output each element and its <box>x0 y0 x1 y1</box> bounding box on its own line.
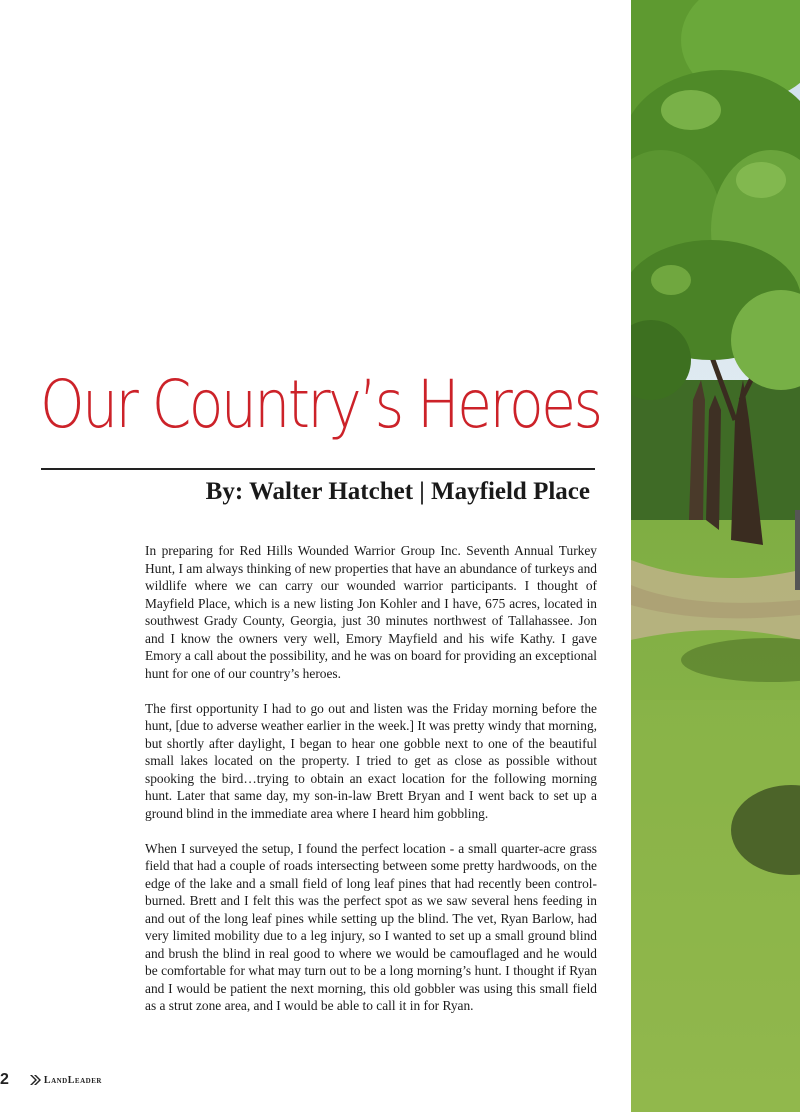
title-divider <box>41 468 595 470</box>
logo-text: LandLeader <box>43 1074 102 1086</box>
page-footer <box>0 1070 102 1090</box>
page-number: 2 <box>0 1071 9 1088</box>
article-paragraph: In preparing for Red Hills Wounded Warrior Group Inc. Seventh Annual Turkey Hunt, I am always thinking of new properties that have an abundance of turkeys and wildlife where we can carry our wounded warrior participants. I thought of Mayfield Place, which is a new listing Jon Kohler and I have, 675 acres, located in southwest Grady County, Georgia, just 30 minutes northwest of Tallahassee. Jon and I know the owners very well, Emory Mayfield and his wife Kathy. I gave Emory a call about the possibility, and he was on board for providing an exceptional hunt for one of our country’s heroes. <box>145 543 597 681</box>
article-byline: By: Walter Hatchet | Mayfield Place <box>205 478 590 505</box>
landleader-logo <box>29 1074 102 1086</box>
field-and-trees-image <box>631 0 800 1112</box>
article-paragraph: When I surveyed the setup, I found the perfect location - a small quarter-acre grass field that had a couple of roads intersecting between some pretty hardwoods, on the edge of the lake and a small field of long leaf pines that had recently been control-burned. Brett and I felt this was the perfect spot as we saw several hens feeding in and out of the long leaf pines while setting up the blind. The vet, Ryan Barlow, had very limited mobility due to a leg injury, so I wanted to set up a small ground blind and brush the blind in real good to where we would be camouflaged and he would be comfortable for what may turn out to be a long morning’s hunt. I thought if Ryan and I would be patient the next morning, this old gobbler was using this small field as a strut zone area, and I would be able to call it in for Ryan. <box>145 840 597 1013</box>
chevron-logo-icon <box>29 1074 41 1086</box>
article-title: Our Country’s Heroes <box>40 366 601 443</box>
article-paragraph: The first opportunity I had to go out and listen was the Friday morning before the hunt, [due to adverse weather earlier in the week.] It was pretty windy that morning, but shortly after daylight, I began to hear one gobble next to one of the beautiful small lakes located on the property. I tried to get as close as possible without spooking the bird…trying to obtain an exact location for the following morning hunt. Later that same day, my son-in-law Brett Bryan and I went back to set up a ground blind in the immediate area where I heard him gobbling. <box>145 700 597 821</box>
article-body <box>145 542 597 1032</box>
outdoor-photo <box>631 0 800 1112</box>
